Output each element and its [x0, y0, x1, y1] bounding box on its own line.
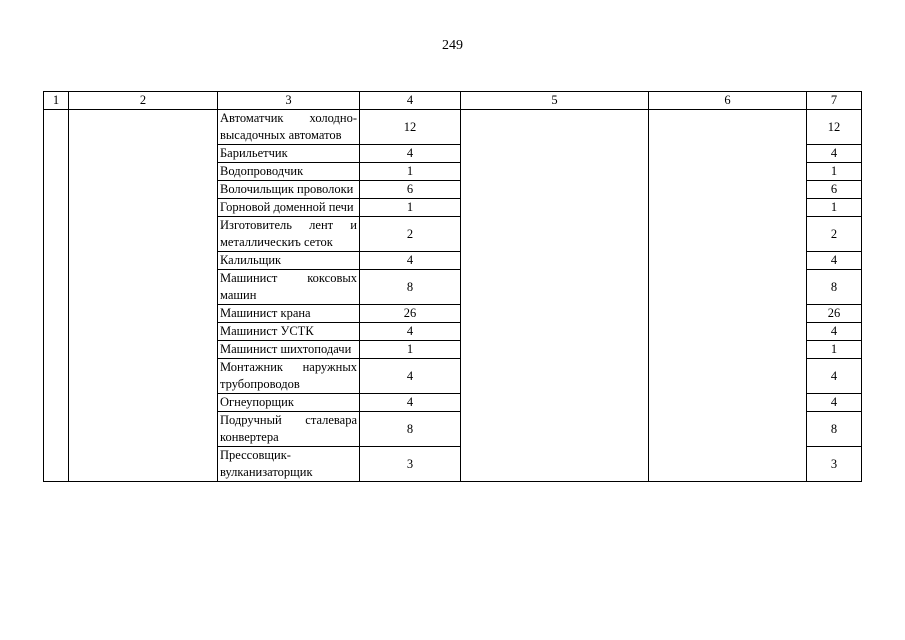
count-col4-cell: 4: [360, 394, 461, 412]
count-col7-cell: 4: [807, 359, 862, 394]
header-col-3: 3: [218, 92, 360, 110]
column-6-blank-cell: [649, 110, 807, 482]
table-row: [44, 110, 862, 145]
count-col7-cell: 1: [807, 199, 862, 217]
count-col4-cell: 4: [360, 323, 461, 341]
column-2-blank-cell: [69, 110, 218, 482]
occupation-cell: Волочильщик проволоки: [218, 181, 360, 199]
count-col4-cell: 2: [360, 217, 461, 252]
count-col4-cell: 4: [360, 145, 461, 163]
count-col4-cell: 1: [360, 341, 461, 359]
occupation-cell: Огнеупорщик: [218, 394, 360, 412]
occupation-cell: Монтажник наружных трубопроводов: [218, 359, 360, 394]
occupation-cell: Машинист коксовых машин: [218, 270, 360, 305]
occupation-cell: Подручный сталевара конвертера: [218, 412, 360, 447]
occupation-cell: Прессовщик-вулканизаторщик: [218, 447, 360, 482]
header-col-4: 4: [360, 92, 461, 110]
count-col7-cell: 2: [807, 217, 862, 252]
count-col4-cell: 4: [360, 359, 461, 394]
count-col7-cell: 8: [807, 412, 862, 447]
count-col4-cell: 1: [360, 163, 461, 181]
count-col4-cell: 26: [360, 305, 461, 323]
count-col4-cell: 8: [360, 270, 461, 305]
count-col7-cell: 4: [807, 323, 862, 341]
occupation-cell: Барильетчик: [218, 145, 360, 163]
occupation-cell: Водопроводчик: [218, 163, 360, 181]
occupation-cell: Автоматчик холодно-высадочных автоматов: [218, 110, 360, 145]
occupation-cell: Машинист крана: [218, 305, 360, 323]
count-col4-cell: 6: [360, 181, 461, 199]
header-col-6: 6: [649, 92, 807, 110]
occupation-cell: Калильщик: [218, 252, 360, 270]
column-1-blank-cell: [44, 110, 69, 482]
header-col-1: 1: [44, 92, 69, 110]
occupation-cell: Горновой доменной печи: [218, 199, 360, 217]
table-header-row: [44, 92, 862, 110]
occupation-cell: Машинист УСТК: [218, 323, 360, 341]
occupation-cell: Изготовитель лент и металлическиъ сеток: [218, 217, 360, 252]
page-number: 249: [442, 38, 463, 53]
count-col7-cell: 26: [807, 305, 862, 323]
count-col7-cell: 1: [807, 341, 862, 359]
count-col4-cell: 8: [360, 412, 461, 447]
occupation-cell: Машинист шихтоподачи: [218, 341, 360, 359]
count-col7-cell: 12: [807, 110, 862, 145]
count-col7-cell: 4: [807, 145, 862, 163]
header-col-7: 7: [807, 92, 862, 110]
occupation-table: [43, 91, 862, 482]
count-col4-cell: 3: [360, 447, 461, 482]
header-col-2: 2: [69, 92, 218, 110]
count-col4-cell: 4: [360, 252, 461, 270]
count-col7-cell: 3: [807, 447, 862, 482]
count-col7-cell: 4: [807, 394, 862, 412]
count-col4-cell: 1: [360, 199, 461, 217]
column-5-blank-cell: [461, 110, 649, 482]
count-col7-cell: 6: [807, 181, 862, 199]
count-col7-cell: 8: [807, 270, 862, 305]
count-col7-cell: 4: [807, 252, 862, 270]
count-col7-cell: 1: [807, 163, 862, 181]
count-col4-cell: 12: [360, 110, 461, 145]
header-col-5: 5: [461, 92, 649, 110]
